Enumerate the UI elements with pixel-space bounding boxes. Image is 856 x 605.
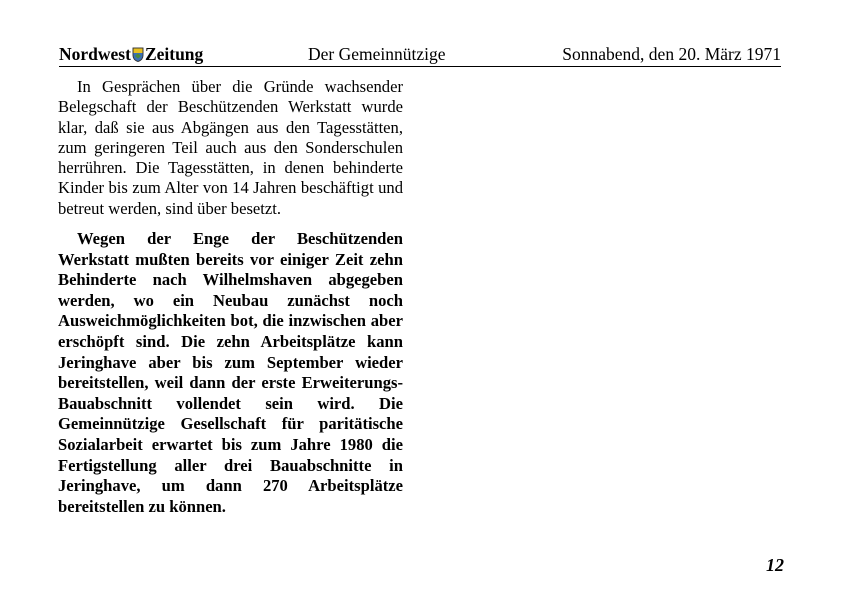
article-column: [58, 77, 403, 517]
article-paragraph-2: Wegen der Enge der Beschützenden Werkstatt mußten bereits vor einiger Zeit zehn Behinderte nach Wilhelmshaven abgegeben werden, wo ein Neubau zunächst noch Ausweichmöglichkeiten bot, die inzwischen aber erschöpft sind. Die zehn Arbeitsplätze kann Jeringhave aber bis zum September wieder bereitstellen, weil dann der erste Erweiterungs-Bauabschnitt vollendet sein wird. Die Gemeinnützige Gesellschaft für paritätische Sozialarbeit erwartet bis zum Jahre 1980 die Fertigstellung aller drei Bauabschnitte in Jeringhave, um dann 270 Arbeitsplätze bereitstellen zu können.: [58, 229, 403, 516]
masthead-word-zeitung: Zeitung: [144, 44, 204, 64]
coat-of-arms-icon: [132, 47, 144, 62]
section-title: Der Gemeinnützige: [308, 44, 446, 64]
article-paragraph-1: In Gesprächen über die Gründe wachsender Belegschaft der Beschützenden Werkstatt wurde klar, daß sie aus Abgängen aus den Tagesstätten, zum geringeren Teil auch aus den Sonderschulen herrühren. Die Tagesstätten, in denen behinderte Kinder bis zum Alter von 14 Jahren beschäftigt und betreut werden, sind über besetzt.: [58, 77, 403, 218]
masthead-word-nordwest: Nordwest: [59, 44, 131, 64]
page-number: 12: [766, 555, 784, 575]
page-header: [59, 40, 781, 67]
newspaper-masthead: [59, 42, 203, 66]
issue-date: Sonnabend, den 20. März 1971: [562, 44, 781, 64]
